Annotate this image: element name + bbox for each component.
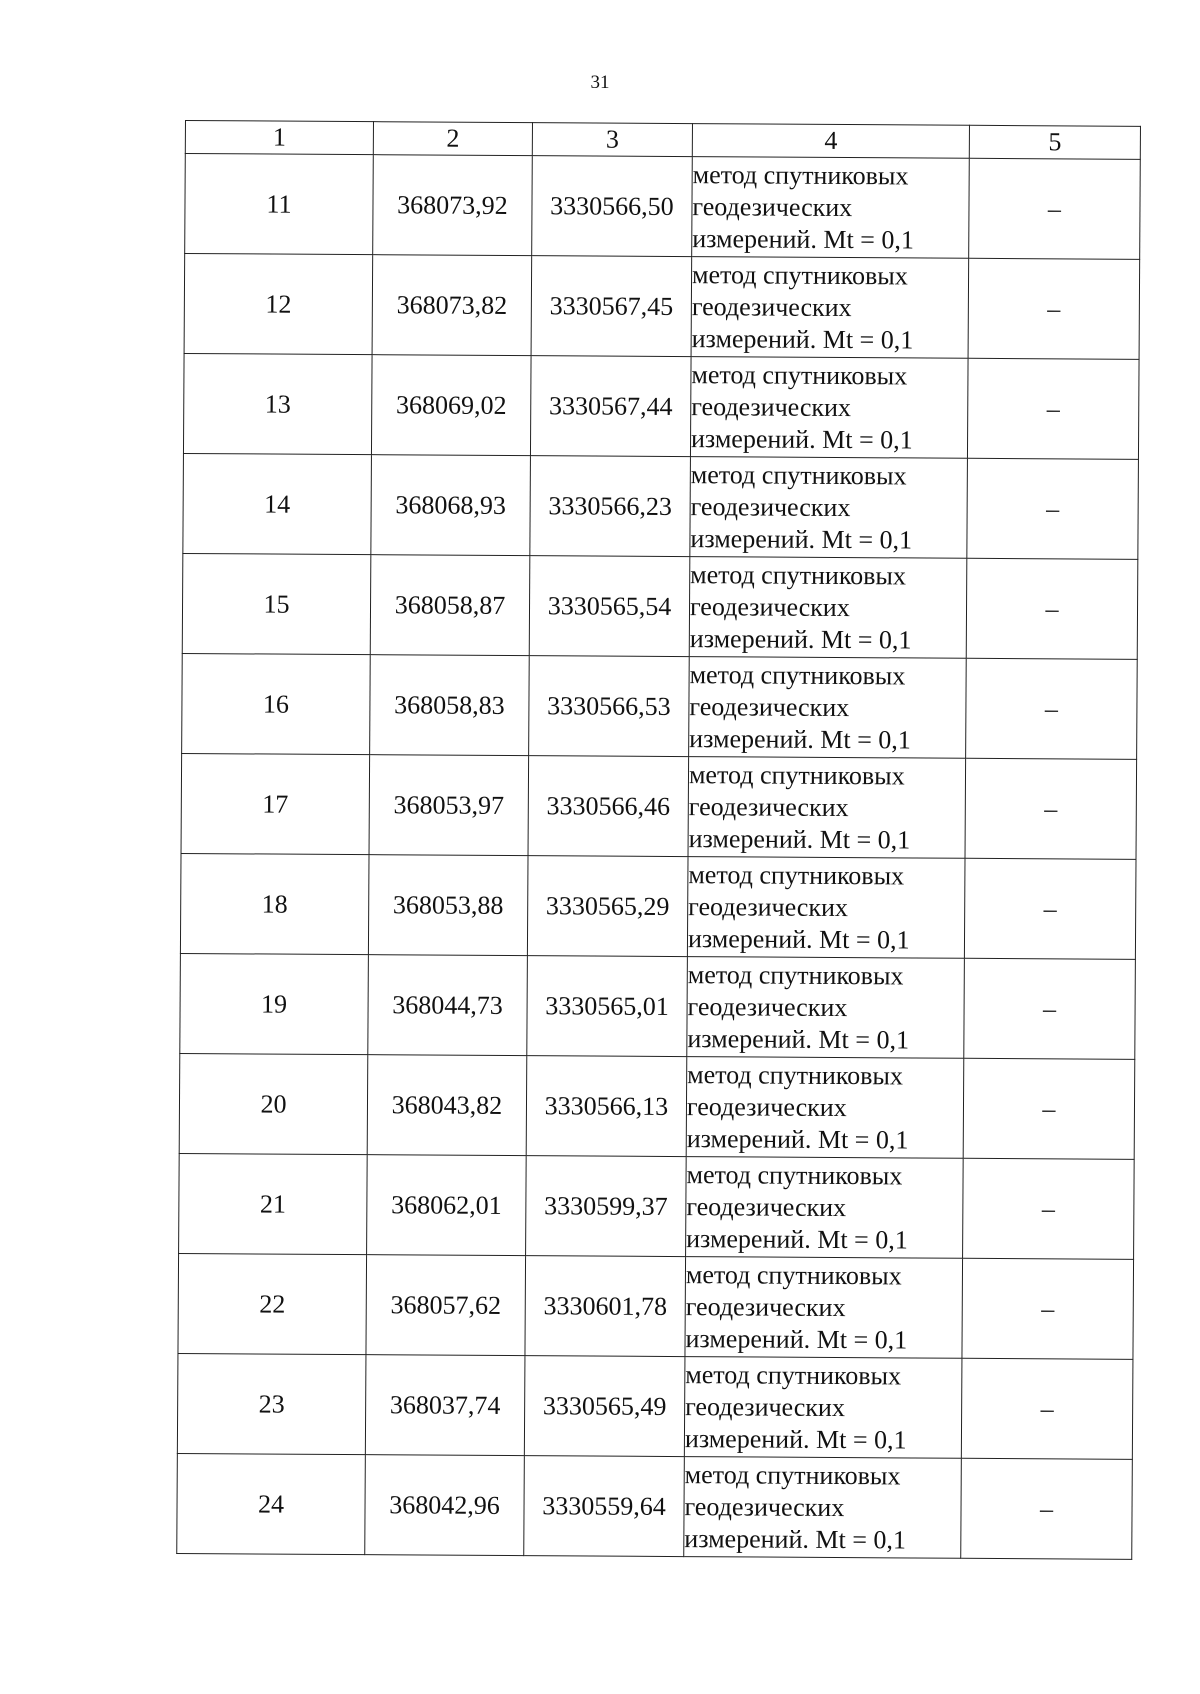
method-line-3: измерений. Mt = 0,1	[686, 1123, 909, 1154]
col5-value: –	[964, 958, 1136, 1059]
coord-x: 368058,83	[370, 655, 530, 756]
method-line-3: измерений. Mt = 0,1	[689, 623, 912, 654]
method-line-2: геодезических	[688, 791, 849, 822]
method-line-2: геодезических	[688, 891, 849, 922]
coord-y: 3330565,49	[524, 1356, 685, 1457]
table-row	[177, 1453, 1133, 1559]
method-line-1: метод спутниковых	[684, 1459, 901, 1490]
coord-y: 3330565,01	[527, 956, 688, 1057]
method-line-1: метод спутниковых	[689, 659, 906, 690]
method-line-1: метод спутниковых	[692, 159, 909, 190]
method-line-1: метод спутниковых	[691, 259, 908, 290]
table-row	[179, 1053, 1135, 1159]
method-line-3: измерений. Mt = 0,1	[688, 823, 911, 854]
table-row	[182, 653, 1138, 759]
method-line-3: измерений. Mt = 0,1	[685, 1323, 908, 1354]
coord-x: 368073,92	[373, 155, 533, 256]
header-col-1: 1	[185, 121, 373, 155]
method-description	[684, 1457, 962, 1559]
method-line-1: метод спутниковых	[690, 459, 907, 490]
col5-value: –	[966, 658, 1138, 759]
point-number: 22	[178, 1253, 367, 1354]
method-description	[687, 957, 965, 1059]
table-row	[178, 1253, 1134, 1359]
table-row	[181, 753, 1137, 859]
coord-y: 3330566,53	[529, 656, 690, 757]
table-body	[177, 154, 1141, 1560]
coord-x: 368069,02	[371, 355, 531, 456]
method-line-2: геодезических	[684, 1491, 845, 1522]
method-line-2: геодезических	[692, 191, 853, 222]
method-description	[689, 657, 967, 759]
point-number: 11	[185, 154, 374, 255]
coord-y: 3330567,44	[530, 356, 691, 457]
method-line-1: метод спутниковых	[688, 759, 905, 790]
col5-value: –	[966, 558, 1138, 659]
coord-x: 368068,93	[371, 455, 531, 556]
method-line-1: метод спутниковых	[685, 1359, 902, 1390]
coord-y: 3330565,54	[529, 556, 690, 657]
col5-value: –	[969, 158, 1141, 259]
method-description	[690, 457, 968, 559]
method-line-2: геодезических	[687, 991, 848, 1022]
coordinates-table	[176, 120, 1141, 1560]
method-line-1: метод спутниковых	[688, 859, 905, 890]
table-row	[180, 953, 1136, 1059]
coord-y: 3330566,23	[530, 456, 691, 557]
point-number: 12	[184, 254, 373, 355]
method-description	[686, 1057, 964, 1159]
point-number: 17	[181, 753, 370, 854]
table-row	[184, 254, 1140, 360]
method-description	[686, 1157, 964, 1259]
method-line-2: геодезических	[690, 491, 851, 522]
coord-y: 3330601,78	[525, 1256, 686, 1357]
point-number: 18	[180, 853, 369, 954]
table-row	[185, 154, 1141, 260]
coord-x: 368053,97	[369, 755, 529, 856]
coord-x: 368053,88	[368, 855, 528, 956]
method-description	[691, 257, 969, 359]
col5-value: –	[964, 858, 1136, 959]
point-number: 15	[182, 553, 371, 654]
point-number: 23	[177, 1353, 366, 1454]
col5-value: –	[965, 758, 1137, 859]
method-line-2: геодезических	[685, 1391, 845, 1422]
col5-value: –	[967, 358, 1139, 459]
method-line-1: метод спутниковых	[690, 559, 907, 590]
header-col-2: 2	[373, 122, 532, 156]
method-line-1: метод спутниковых	[687, 959, 904, 990]
col5-value: –	[962, 1258, 1134, 1359]
point-number: 19	[180, 953, 369, 1054]
method-line-1: метод спутниковых	[685, 1259, 902, 1290]
method-description	[690, 357, 968, 459]
method-line-2: геодезических	[691, 291, 852, 322]
method-line-2: геодезических	[689, 691, 850, 722]
coord-y: 3330565,29	[527, 856, 688, 957]
coord-y: 3330566,46	[528, 756, 689, 857]
method-line-3: измерений. Mt = 0,1	[692, 223, 914, 254]
method-line-3: измерений. Mt = 0,1	[684, 1523, 907, 1554]
coord-x: 368058,87	[370, 555, 530, 656]
method-line-2: геодезических	[689, 591, 850, 622]
coord-x: 368073,82	[372, 255, 532, 356]
method-line-3: измерений. Mt = 0,1	[687, 1023, 910, 1054]
header-col-4: 4	[692, 124, 969, 159]
coord-x: 368062,01	[367, 1155, 527, 1256]
method-line-1: метод спутниковых	[687, 1059, 903, 1090]
table-row	[179, 1153, 1135, 1259]
coord-y: 3330599,37	[526, 1156, 687, 1257]
header-col-5: 5	[969, 125, 1140, 159]
coord-x: 368044,73	[368, 955, 528, 1056]
coord-y: 3330566,13	[526, 1056, 687, 1157]
method-line-3: измерений. Mt = 0,1	[687, 923, 910, 954]
method-line-3: измерений. Mt = 0,1	[686, 1223, 908, 1254]
col5-value: –	[963, 1058, 1135, 1159]
point-number: 14	[183, 453, 372, 554]
method-description	[685, 1257, 963, 1359]
method-description	[688, 757, 966, 859]
table-row	[180, 853, 1136, 959]
col5-value: –	[967, 458, 1139, 559]
method-line-3: измерений. Mt = 0,1	[684, 1423, 907, 1454]
coord-y: 3330567,45	[531, 256, 692, 357]
table-row	[177, 1353, 1133, 1459]
point-number: 24	[177, 1453, 366, 1554]
method-line-2: геодезических	[686, 1091, 847, 1122]
point-number: 20	[179, 1053, 368, 1154]
table-row	[183, 353, 1139, 459]
method-line-3: измерений. Mt = 0,1	[691, 323, 914, 354]
col5-value: –	[961, 1358, 1133, 1459]
method-description	[687, 857, 965, 959]
page-number: 31	[590, 72, 610, 93]
coord-x: 368042,96	[365, 1455, 525, 1556]
method-line-3: измерений. Mt = 0,1	[689, 723, 911, 754]
header-col-3: 3	[532, 123, 692, 157]
method-line-1: метод спутниковых	[686, 1159, 903, 1190]
col5-value: –	[963, 1158, 1135, 1259]
method-line-2: геодезических	[691, 391, 852, 422]
coord-x: 368043,82	[367, 1055, 527, 1156]
coord-x: 368057,62	[366, 1255, 526, 1356]
method-line-2: геодезических	[686, 1191, 847, 1222]
point-number: 16	[182, 653, 371, 754]
table-row	[183, 453, 1139, 559]
col5-value: –	[968, 258, 1140, 359]
coord-y: 3330566,50	[532, 156, 693, 257]
method-description	[689, 557, 967, 659]
point-number: 13	[183, 353, 372, 454]
table-row	[182, 553, 1138, 659]
method-line-1: метод спутниковых	[691, 359, 908, 390]
col5-value: –	[961, 1458, 1133, 1559]
coord-y: 3330559,64	[524, 1456, 685, 1557]
method-description	[692, 157, 970, 259]
coord-x: 368037,74	[365, 1355, 525, 1456]
method-line-3: измерений. Mt = 0,1	[690, 423, 913, 454]
method-line-2: геодезических	[685, 1291, 846, 1322]
method-line-3: измерений. Mt = 0,1	[690, 523, 913, 554]
point-number: 21	[179, 1153, 368, 1254]
method-description	[684, 1357, 962, 1459]
